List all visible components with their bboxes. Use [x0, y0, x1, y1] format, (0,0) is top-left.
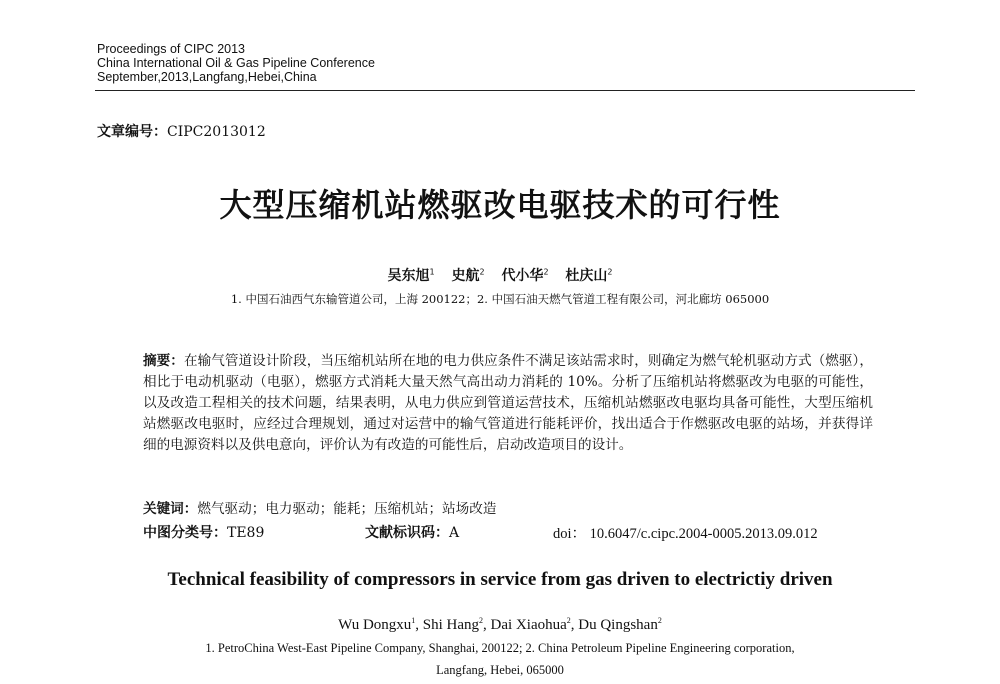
abstract-label: 摘要：	[143, 353, 184, 369]
authors-chinese	[0, 265, 1000, 285]
header-line-name: China International Oil & Gas Pipeline Conference	[97, 56, 375, 70]
article-number-label: 文章编号：	[97, 124, 167, 140]
author-en: Du Qingshan$^2$	[578, 616, 662, 633]
header-line-date-place: September,2013,Langfang,Hebei,China	[97, 70, 317, 84]
title-chinese: 大型压缩机站燃驱改电驱技术的可行性	[219, 186, 781, 224]
affiliation-english-line2: Langfang, Hebei, 065000	[436, 663, 564, 677]
header-rule	[95, 90, 915, 91]
affiliation-english-line1: 1. PetroChina West-East Pipeline Company, Shanghai, 200122; 2. China Petroleum Pipeline Engineering corporation,	[205, 641, 795, 655]
author-cn: 吴东旭$^1$	[387, 267, 435, 284]
abstract-chinese	[143, 351, 873, 456]
article-number	[97, 121, 266, 141]
author-en: Dai Xiaohua$^2$	[490, 616, 571, 633]
abstract-text: 在输气管道设计阶段，当压缩机站所在地的电力供应条件不满足该站需求时，则确定为燃气轮机驱动方式（燃驱），相比于电动机驱动（电驱），燃驱方式消耗大量天然气高出动力消耗的 10%。分析了压缩机站将燃驱改为电驱的可能性，以及改造工程相关的技术问题，结果表明，从电力供应到管道运营技术，压缩机站燃驱改电驱均具备可能性，大型压缩机站燃驱改电驱时，应经过合理规划，通过对运营中的输气管道进行能耗评价，找出适合于作燃驱改电驱的站场，并获得详细的电源资料以及供电意向，评价认为有改造的可能性后，启动改造项目的设计。	[143, 353, 873, 453]
doi: doi： 10.6047/c.cipc.2004-0005.2013.09.012	[553, 526, 818, 542]
author-cn: 代小华$^2$	[501, 267, 549, 284]
clc-number: 中图分类号：TE89	[143, 525, 265, 541]
article-number-value: CIPC2013012	[167, 124, 266, 140]
keywords-label: 关键词：	[143, 501, 198, 517]
author-cn: 史航$^2$	[451, 267, 485, 284]
keywords-chinese	[143, 497, 496, 517]
affiliation-chinese: 1. 中国石油西气东输管道公司，上海 200122；2. 中国石油天燃气管道工程有限公司，河北廊坊 065000	[230, 292, 770, 306]
affiliation-english	[0, 637, 1000, 681]
authors-english: Wu Dongxu$^1$, Shi Hang$^2$, Dai Xiaohua$^2$, Du Qingshan$^2$	[338, 616, 662, 633]
keywords-text: 燃气驱动；电力驱动；能耗；压缩机站；站场改造	[197, 501, 497, 517]
author-cn: 杜庆山$^2$	[565, 267, 613, 284]
author-en: Shi Hang$^2$	[422, 616, 484, 633]
header-line-conference: Proceedings of CIPC 2013	[97, 42, 246, 56]
document-code: 文献标识码：A	[365, 525, 460, 541]
proceedings-header	[97, 42, 375, 84]
author-en: Wu Dongxu$^1$	[338, 616, 416, 633]
classification-line	[143, 522, 873, 542]
title-english: Technical feasibility of compressors in service from gas driven to electrictiy driven	[167, 569, 833, 590]
